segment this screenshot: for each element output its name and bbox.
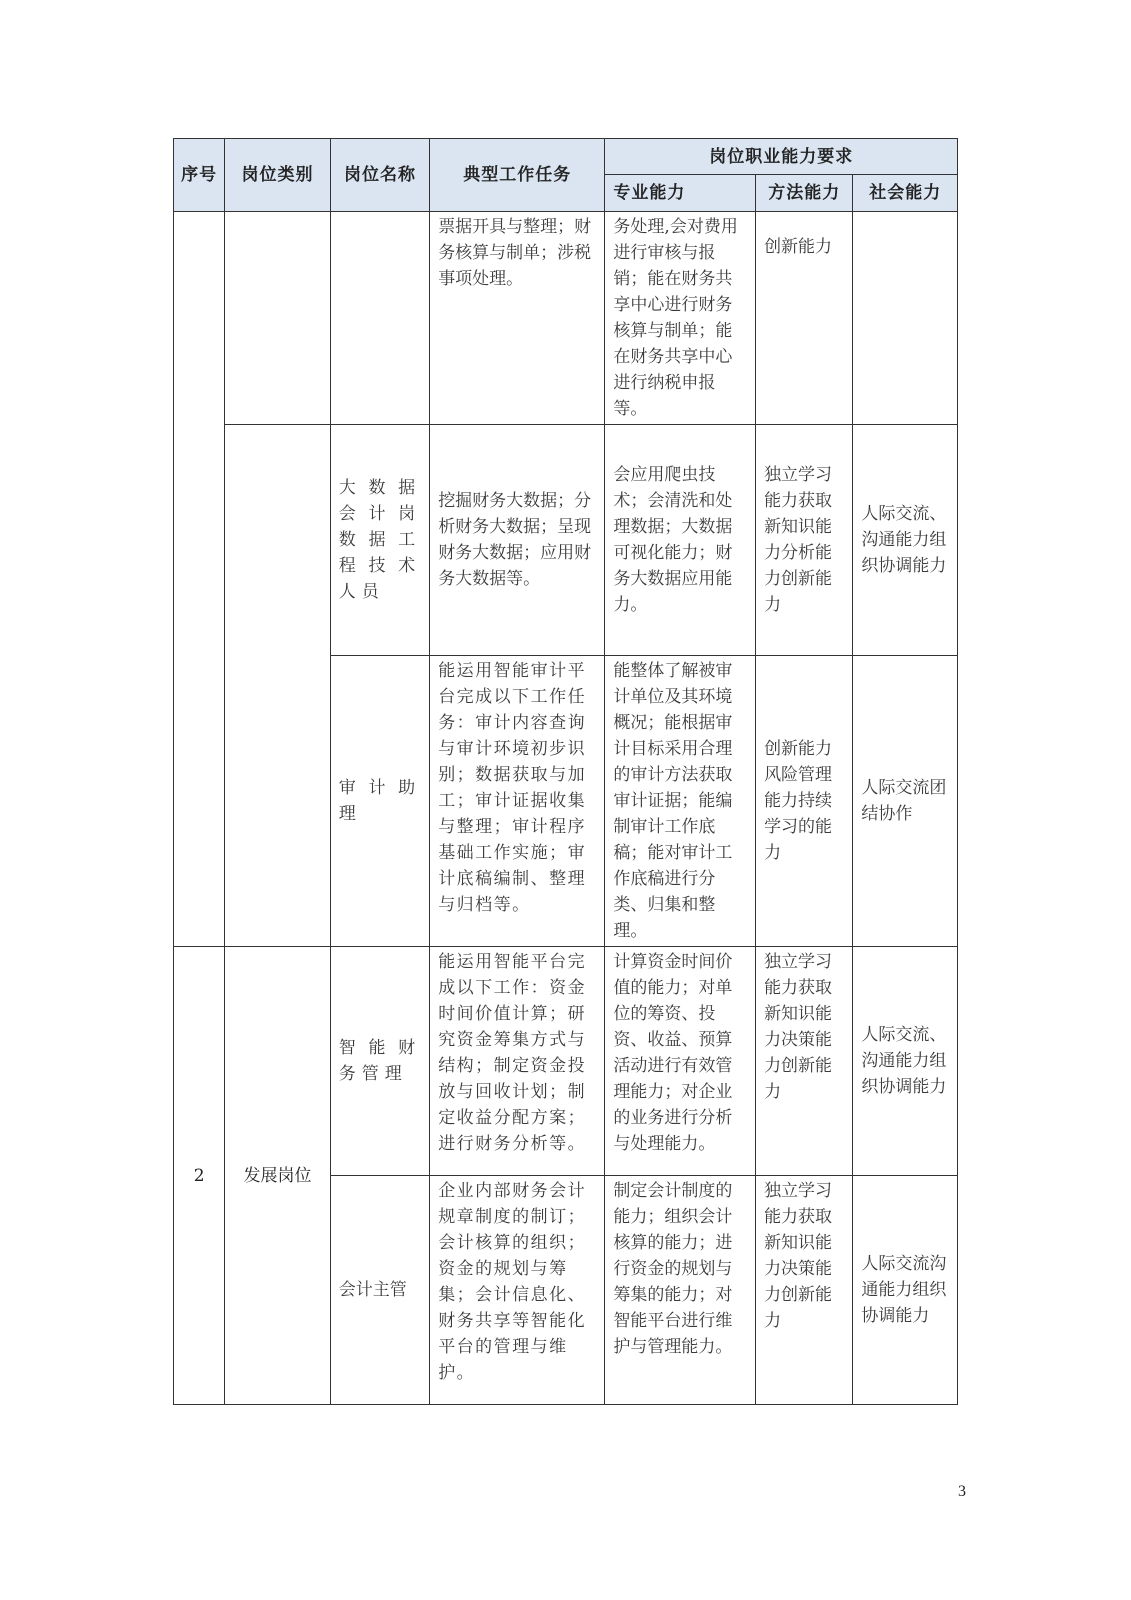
tasks-cell: 能运用智能审计平台完成以下工作任务：审计内容查询与审计环境初步识别；数据获取与加工；审计证据收集与整理；审计程序基础工作实施；审计底稿编制、整理与归档等。 <box>430 656 605 947</box>
seq-cell-group2: 2 <box>174 947 225 1405</box>
method-cell: 独立学习能力获取新知识能力决策能力创新能力 <box>756 1176 853 1405</box>
header-method: 方法能力 <box>756 175 853 212</box>
position-cell: 智能财务管理 <box>330 947 429 1176</box>
method-cell: 独立学习能力获取新知识能力决策能力创新能力 <box>756 947 853 1176</box>
social-cell: 人际交流、沟通能力组织协调能力 <box>853 425 958 656</box>
tasks-cell: 企业内部财务会计规章制度的制订；会计核算的组织；资金的规划与筹集；会计信息化、财务共享等智能化平台的管理与维护。 <box>430 1176 605 1405</box>
table-row <box>174 425 958 656</box>
tasks-cell: 挖掘财务大数据；分析财务大数据；呈现财务大数据；应用财务大数据等。 <box>430 425 605 656</box>
category-cell-group2: 发展岗位 <box>225 947 331 1405</box>
header-ability-requirements: 岗位职业能力要求 <box>605 139 958 175</box>
header-professional: 专业能力 <box>605 175 756 212</box>
method-cell: 创新能力 <box>756 212 853 425</box>
table-row <box>174 947 958 1176</box>
professional-cell: 能整体了解被审计单位及其环境概况；能根据审计目标采用合理的审计方法获取审计证据；能编制审计工作底稿；能对审计工作底稿进行分类、归集和整理。 <box>605 656 756 947</box>
social-cell <box>853 212 958 425</box>
social-cell: 人际交流沟通能力组织协调能力 <box>853 1176 958 1405</box>
seq-cell-group1 <box>174 212 225 947</box>
professional-cell: 计算资金时间价值的能力；对单位的筹资、投资、收益、预算活动进行有效管理能力；对企业的业务进行分析与处理能力。 <box>605 947 756 1176</box>
tasks-cell: 能运用智能平台完成以下工作：资金时间价值计算；研究资金筹集方式与结构；制定资金投放与回收计划；制定收益分配方案；进行财务分析等。 <box>430 947 605 1176</box>
header-tasks: 典型工作任务 <box>430 139 605 212</box>
category-cell <box>225 212 331 425</box>
position-cell <box>330 212 429 425</box>
tasks-cell: 票据开具与整理；财务核算与制单；涉税事项处理。 <box>430 212 605 425</box>
social-cell: 人际交流、沟通能力组织协调能力 <box>853 947 958 1176</box>
position-cell: 大数据会计岗数据工程技术人员 <box>330 425 429 656</box>
header-position: 岗位名称 <box>330 139 429 212</box>
header-category: 岗位类别 <box>225 139 331 212</box>
header-seq: 序号 <box>174 139 225 212</box>
professional-cell: 会应用爬虫技术；会清洗和处理数据；大数据可视化能力；财务大数据应用能力。 <box>605 425 756 656</box>
professional-cell: 务处理,会对费用进行审核与报销；能在财务共享中心进行财务核算与制单；能在财务共享中心进行纳税申报等。 <box>605 212 756 425</box>
header-row-1 <box>174 139 958 175</box>
method-cell: 独立学习能力获取新知识能力分析能力创新能力 <box>756 425 853 656</box>
page-number: 3 <box>958 1483 966 1500</box>
table-row <box>174 212 958 425</box>
position-cell: 会计主管 <box>330 1176 429 1405</box>
position-cell: 审计助理 <box>330 656 429 947</box>
category-cell-merged <box>225 425 331 947</box>
job-ability-table <box>173 138 958 1405</box>
method-cell: 创新能力风险管理能力持续学习的能力 <box>756 656 853 947</box>
header-social: 社会能力 <box>853 175 958 212</box>
professional-cell: 制定会计制度的能力；组织会计核算的能力；进行资金的规划与筹集的能力；对智能平台进行维护与管理能力。 <box>605 1176 756 1405</box>
social-cell: 人际交流团结协作 <box>853 656 958 947</box>
